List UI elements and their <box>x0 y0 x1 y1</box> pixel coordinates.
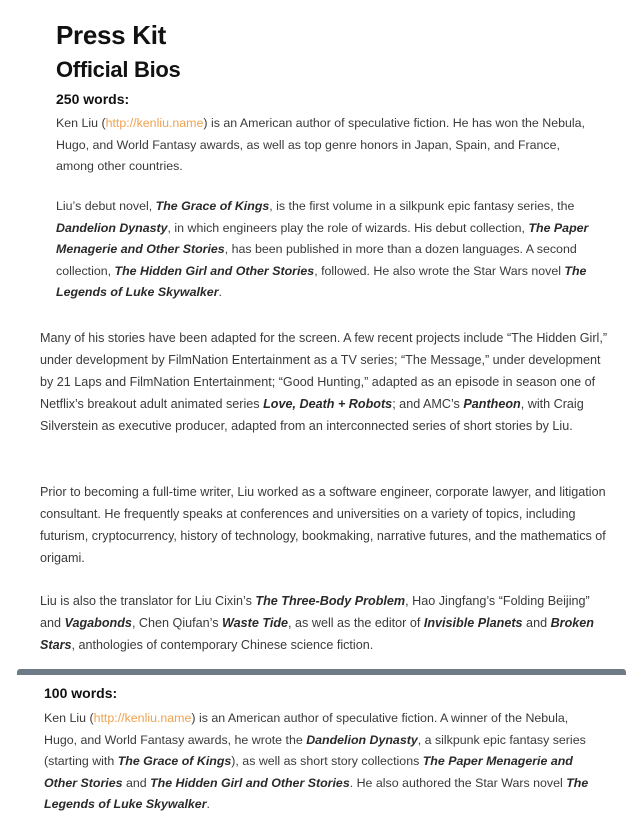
series-title: Love, Death + Robots <box>263 397 393 411</box>
book-title: The Legends of Luke Skywalker <box>56 263 587 299</box>
book-title: The Grace of Kings <box>155 199 270 213</box>
book-title: Waste Tide <box>222 616 289 630</box>
author-website-link[interactable]: http://kenliu.name <box>105 116 204 130</box>
series-title: Pantheon <box>463 397 521 411</box>
bio-100-label: 100 words: <box>44 685 118 701</box>
bio-100-paragraph: Ken Liu (http://kenliu.name) is an American author of speculative fiction. A winner of the Nebula, Hugo, and World Fantasy awards, he wrote the Dandelion Dynasty, a silkpunk epic fantasy series (starting with The Grace of Kings), as well as short story collections The Paper Menagerie and Other Stories and The Hidden Girl and Other Stories. He also authored the Star Wars novel The Legends of Luke Skywalker. <box>44 711 589 811</box>
bio-250-label: 250 words: <box>56 91 130 107</box>
book-title: The Legends of Luke Skywalker <box>44 775 589 811</box>
bio-250-paragraph-3: Many of his stories have been adapted for the screen. A few recent projects include “The Hidden Girl,” under development by FilmNation Entertainment as a TV series; “The Message,” under development by 21 Laps and FilmNation Entertainment; “Good Hunting,” adapted as an episode in season one of Netflix’s breakout adult animated series Love, Death + Robots; and AMC’s Pantheon, with Craig Silverstein as executive producer, adapted from an interconnected series of short stories by Liu. <box>40 331 608 433</box>
book-title: Broken Stars <box>40 616 594 652</box>
book-title: The Paper Menagerie and Other Stories <box>56 220 589 256</box>
book-title: The Hidden Girl and Other Stories <box>114 263 315 278</box>
series-title: Dandelion Dynasty <box>56 220 168 235</box>
page-title: Press Kit <box>56 20 167 50</box>
book-title: The Three-Body Problem <box>255 594 406 608</box>
book-title: The Hidden Girl and Other Stories <box>150 775 350 790</box>
series-title: Dandelion Dynasty <box>306 732 418 747</box>
section-title-official-bios: Official Bios <box>56 57 181 82</box>
author-website-link[interactable]: http://kenliu.name <box>93 711 192 725</box>
book-title: Vagabonds <box>64 616 132 630</box>
bio-250-paragraph-5: Liu is also the translator for Liu Cixin’s The Three-Body Problem, Hao Jingfang’s “Folding Beijing” and Vagabonds, Chen Qiufan’s Waste Tide, as well as the editor of Invisible Planets and Broken Stars, anthologies of contemporary Chinese science fiction. <box>40 594 594 652</box>
bio-250-paragraph-4: Prior to becoming a full-time writer, Liu worked as a software engineer, corporate lawyer, and litigation consultant. He frequently speaks at conferences and universities on a variety of topics, including futurism, cryptocurrency, history of technology, bookmaking, narrative futures, and the mathematics of origami. <box>40 485 606 565</box>
bio-250-paragraph-1: Ken Liu (http://kenliu.name) is an American author of speculative fiction. He has won the Nebula, Hugo, and World Fantasy awards, as well as top genre honors in Japan, Spain, and France, among other countries. <box>56 116 585 173</box>
book-title: The Paper Menagerie and Other Stories <box>44 754 573 790</box>
section-divider <box>17 669 626 675</box>
book-title: Invisible Planets <box>423 616 523 630</box>
book-title: The Grace of Kings <box>117 754 232 768</box>
bio-250-paragraph-2: Liu’s debut novel, The Grace of Kings, is the first volume in a silkpunk epic fantasy series, the Dandelion Dynasty, in which engineers play the role of wizards. His debut collection, The Paper Menagerie and Other Stories, has been published in more than a dozen languages. A second collection, The Hidden Girl and Other Stories, followed. He also wrote the Star Wars novel The Legends of Luke Skywalker. <box>56 199 589 299</box>
